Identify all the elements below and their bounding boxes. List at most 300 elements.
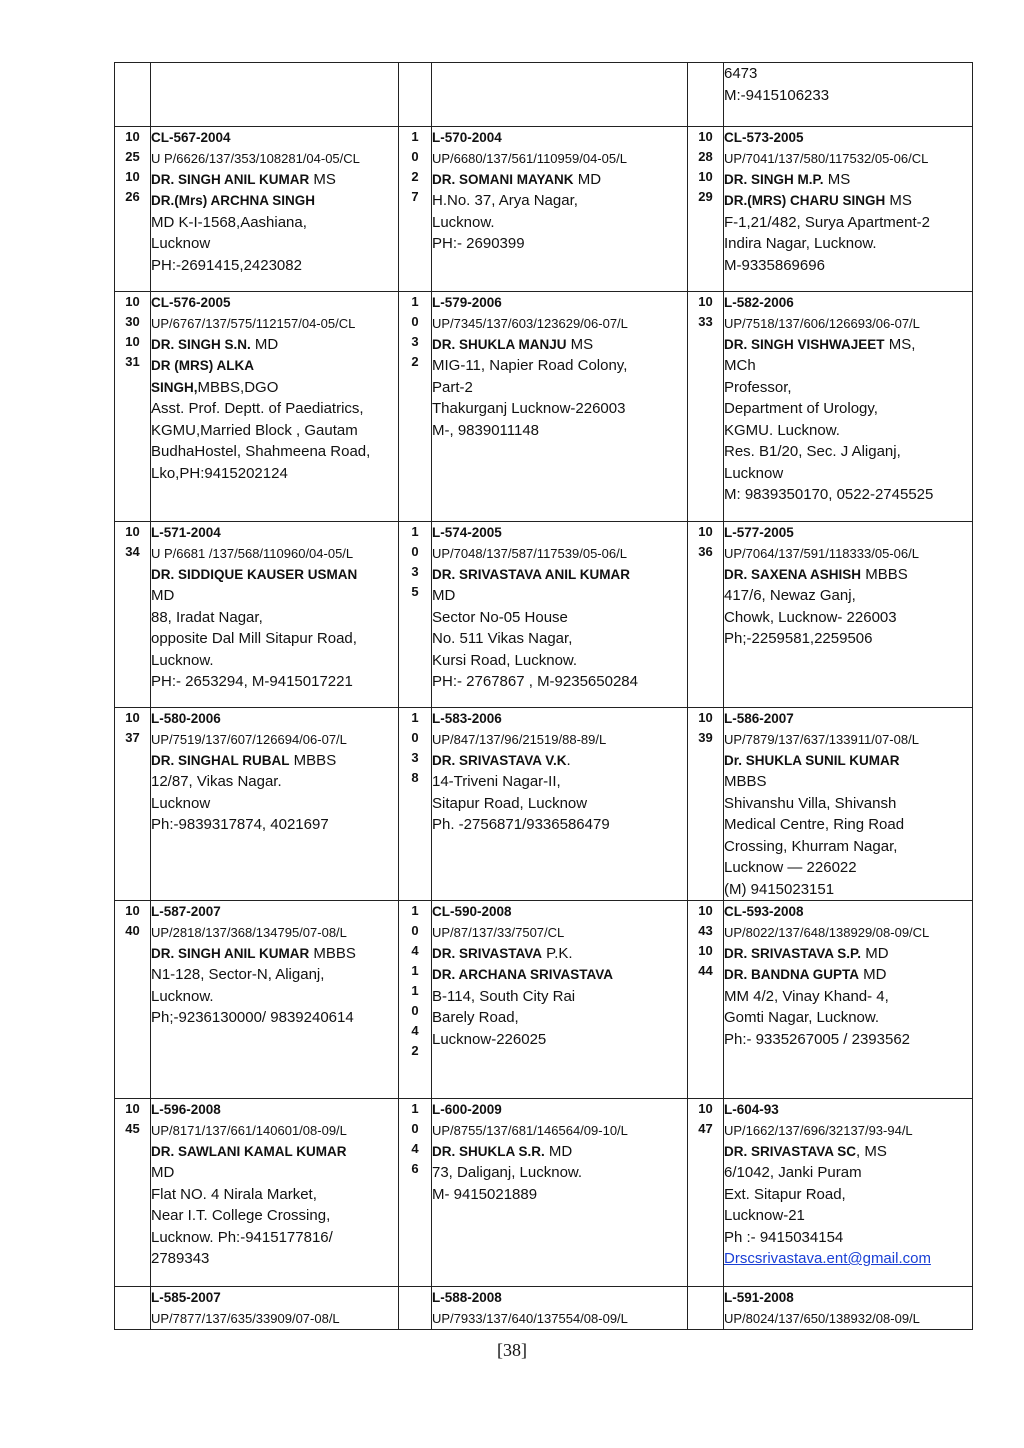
doctor-name-text: Dr. SHUKLA SUNIL KUMAR bbox=[724, 752, 900, 768]
serial-number-cell bbox=[688, 1099, 724, 1287]
registration-code bbox=[151, 149, 398, 169]
registration-number-text: L-571-2004 bbox=[151, 525, 221, 540]
serial-digit: 2 bbox=[411, 354, 419, 369]
serial-number-cell bbox=[399, 1099, 432, 1287]
entry-line bbox=[151, 1248, 398, 1270]
entry-line bbox=[151, 607, 398, 629]
entry-line bbox=[724, 441, 972, 463]
registration-number bbox=[151, 901, 398, 923]
entry-line-text: Near I.T. College Crossing, bbox=[151, 1207, 331, 1224]
entry-line bbox=[724, 771, 972, 793]
serial-digit: 10 bbox=[125, 129, 140, 144]
doctor-entry-cell bbox=[724, 127, 973, 292]
serial-number-cell bbox=[115, 63, 151, 127]
registration-number-text: L-585-2007 bbox=[151, 1290, 221, 1305]
registration-code-text: UP/8171/137/661/140601/08-09/L bbox=[151, 1122, 347, 1138]
serial-digit: 7 bbox=[411, 189, 419, 204]
doctor-entry-cell bbox=[432, 901, 688, 1099]
serial-digit: 26 bbox=[125, 189, 140, 204]
entry-line-text: MD bbox=[151, 587, 175, 604]
registration-number bbox=[432, 292, 687, 314]
registration-code bbox=[151, 923, 398, 943]
registration-code-text: U P/6626/137/353/108281/04-05/CL bbox=[151, 150, 360, 166]
serial-number-cell bbox=[399, 708, 432, 901]
doctor-entry-cell bbox=[432, 522, 688, 708]
serial-digit: 0 bbox=[411, 544, 419, 559]
serial-digit: 1 bbox=[411, 963, 419, 978]
doctor-name-text: DR. SRIVASTAVA SC bbox=[724, 1143, 857, 1159]
entry-line bbox=[724, 463, 972, 485]
doctor-name-text: DR. SINGH VISHWAJEET bbox=[724, 336, 885, 352]
registration-number bbox=[151, 522, 398, 544]
serial-digit: 10 bbox=[698, 903, 713, 918]
qualification-text: MS bbox=[566, 335, 594, 353]
registration-number bbox=[151, 1287, 398, 1309]
registration-number-text: CL-593-2008 bbox=[724, 904, 804, 919]
entry-line-text: Lucknow-21 bbox=[724, 1207, 805, 1224]
entry-line-text: MD bbox=[151, 1164, 175, 1181]
entry-line-text: Lucknow. bbox=[151, 651, 214, 669]
doctor-name bbox=[724, 943, 972, 965]
serial-digit: 5 bbox=[411, 584, 419, 599]
entry-line bbox=[151, 212, 398, 234]
serial-digit: 10 bbox=[698, 1101, 713, 1116]
entry-line-text: PH:- 2653294, M-9415017221 bbox=[151, 673, 353, 690]
entry-line-text: Lucknow-226025 bbox=[432, 1030, 547, 1048]
serial-number-cell bbox=[115, 1099, 151, 1287]
entry-line-text: Gomti Nagar, Lucknow. bbox=[724, 1009, 880, 1026]
qualification-text: MD bbox=[861, 944, 889, 962]
entry-line bbox=[432, 398, 687, 420]
registration-number-text: L-570-2004 bbox=[432, 130, 502, 145]
serial-digit: 10 bbox=[125, 1101, 140, 1116]
page-number: [38] bbox=[497, 1340, 527, 1360]
registration-number bbox=[151, 1099, 398, 1121]
entry-line-text: MM 4/2, Vinay Khand- 4, bbox=[724, 987, 889, 1005]
doctor-name-text: DR.(MRS) CHARU SINGH bbox=[724, 193, 886, 208]
entry-line-text: Res. B1/20, Sec. J Aliganj, bbox=[724, 443, 901, 460]
qualification-text: MS, bbox=[884, 335, 916, 353]
registration-number-text: CL-573-2005 bbox=[724, 130, 804, 145]
entry-line-text: Ph:- 9335267005 / 2393562 bbox=[724, 1030, 910, 1048]
entry-line bbox=[724, 1184, 972, 1206]
entry-line-text: Ph;-2259581,2259506 bbox=[724, 630, 873, 647]
serial-number-cell bbox=[115, 708, 151, 901]
registration-number-text: 6473 bbox=[724, 65, 758, 82]
entry-line-text: M:-9415106233 bbox=[724, 86, 830, 104]
serial-digit: 36 bbox=[698, 544, 713, 559]
entry-line-text: Thakurganj Lucknow-226003 bbox=[432, 400, 626, 417]
serial-digit: 10 bbox=[125, 524, 140, 539]
doctor-entry-cell bbox=[432, 127, 688, 292]
entry-line-text: Sector No-05 House bbox=[432, 608, 568, 626]
serial-digit: 3 bbox=[411, 334, 419, 349]
entry-line-text: Ph;-9236130000/ 9839240614 bbox=[151, 1009, 354, 1026]
serial-number-cell bbox=[688, 292, 724, 522]
entry-line-text: Barely Road, bbox=[432, 1009, 519, 1026]
registration-number-text: L-600-2009 bbox=[432, 1102, 502, 1117]
serial-digit: 30 bbox=[125, 314, 140, 329]
doctor-name-text: DR.(Mrs) ARCHNA SINGH bbox=[151, 193, 315, 208]
serial-number-cell bbox=[688, 708, 724, 901]
entry-line bbox=[724, 85, 972, 107]
registration-code bbox=[432, 923, 687, 943]
serial-digit: 3 bbox=[411, 750, 419, 765]
entry-line bbox=[432, 1029, 687, 1051]
serial-number-cell bbox=[115, 901, 151, 1099]
registration-number bbox=[432, 901, 687, 923]
entry-line bbox=[432, 377, 687, 399]
registration-code bbox=[724, 149, 972, 169]
doctor-entry-cell bbox=[151, 708, 399, 901]
entry-line bbox=[151, 1162, 398, 1184]
serial-digit: 6 bbox=[411, 1161, 419, 1176]
entry-line-text: M- 9415021889 bbox=[432, 1185, 538, 1203]
registration-code bbox=[151, 730, 398, 750]
entry-line-text: MCh bbox=[724, 357, 756, 374]
entry-line bbox=[432, 771, 687, 793]
entry-line bbox=[151, 986, 398, 1008]
doctor-name-text: SINGH, bbox=[151, 379, 198, 395]
serial-digit: 0 bbox=[411, 730, 419, 745]
entry-line bbox=[724, 377, 972, 399]
doctor-name bbox=[151, 377, 398, 399]
entry-line-text: Lucknow bbox=[724, 464, 784, 482]
entry-line bbox=[151, 814, 398, 836]
entry-line bbox=[151, 463, 398, 485]
entry-line-text: Sitapur Road, Lucknow bbox=[432, 794, 588, 812]
serial-digit: 1 bbox=[411, 903, 419, 918]
registration-number-text: CL-590-2008 bbox=[432, 904, 512, 919]
entry-line-text: Lucknow bbox=[151, 794, 211, 812]
serial-digit: 0 bbox=[411, 923, 419, 938]
entry-line bbox=[724, 836, 972, 858]
directory-table bbox=[114, 62, 973, 1330]
entry-line-text: MIG-11, Napier Road Colony, bbox=[432, 357, 628, 374]
registration-number bbox=[724, 63, 972, 85]
serial-digit: 10 bbox=[125, 710, 140, 725]
serial-digit: 10 bbox=[698, 524, 713, 539]
directory-row bbox=[115, 708, 973, 901]
entry-line bbox=[151, 628, 398, 650]
entry-line bbox=[724, 484, 972, 506]
registration-number-text: CL-567-2004 bbox=[151, 130, 231, 145]
serial-number-cell bbox=[688, 1287, 724, 1330]
doctor-name bbox=[724, 190, 972, 212]
entry-line-text: No. 511 Vikas Nagar, bbox=[432, 630, 573, 647]
serial-number-cell bbox=[399, 901, 432, 1099]
entry-line bbox=[724, 1007, 972, 1029]
doctor-entry-cell bbox=[724, 292, 973, 522]
registration-code-text: UP/7064/137/591/118333/05-06/L bbox=[724, 545, 919, 561]
entry-line bbox=[724, 628, 972, 650]
doctor-name-text: DR. SHUKLA MANJU bbox=[432, 336, 567, 352]
doctor-name bbox=[724, 750, 972, 772]
entry-line bbox=[432, 1007, 687, 1029]
entry-line-text: Professor, bbox=[724, 378, 792, 396]
directory-row bbox=[115, 127, 973, 292]
entry-line-text: 6/1042, Janki Puram bbox=[724, 1164, 862, 1181]
entry-line-text: 417/6, Newaz Ganj, bbox=[724, 587, 856, 604]
registration-code bbox=[724, 314, 972, 334]
registration-code bbox=[724, 923, 972, 943]
serial-digit: 0 bbox=[411, 149, 419, 164]
entry-line-text: Ext. Sitapur Road, bbox=[724, 1185, 846, 1203]
entry-line-text: M: 9839350170, 0522-2745525 bbox=[724, 486, 934, 503]
registration-code-text: UP/87/137/33/7507/CL bbox=[432, 924, 565, 940]
registration-number-text: L-587-2007 bbox=[151, 904, 221, 919]
doctor-name bbox=[724, 564, 972, 586]
qualification-text: MS bbox=[823, 170, 851, 188]
directory-row bbox=[115, 63, 973, 127]
serial-digit: 4 bbox=[411, 943, 419, 958]
entry-line bbox=[724, 986, 972, 1008]
registration-code-text: UP/7519/137/607/126694/06-07/L bbox=[151, 731, 347, 747]
registration-number bbox=[724, 522, 972, 544]
entry-line bbox=[151, 441, 398, 463]
entry-line-text: Ph:-9839317874, 4021697 bbox=[151, 816, 329, 833]
doctor-name bbox=[151, 169, 398, 191]
serial-number-cell bbox=[688, 127, 724, 292]
entry-line-text: M-9335869696 bbox=[724, 256, 825, 274]
entry-line bbox=[432, 671, 687, 693]
entry-line-text: Asst. Prof. Deptt. of Paediatrics, bbox=[151, 400, 364, 417]
registration-code-text: U P/6681 /137/568/110960/04-05/L bbox=[151, 545, 354, 561]
serial-digit: 40 bbox=[125, 923, 140, 938]
registration-code bbox=[151, 544, 398, 564]
registration-number bbox=[432, 127, 687, 149]
registration-code bbox=[432, 544, 687, 564]
serial-digit: 4 bbox=[411, 1023, 419, 1038]
entry-line-text: M-, 9839011148 bbox=[432, 421, 540, 439]
entry-line-text: 12/87, Vikas Nagar. bbox=[151, 773, 282, 790]
registration-code-text: UP/847/137/96/21519/88-89/L bbox=[432, 731, 607, 747]
registration-code-text: UP/6680/137/561/110959/04-05/L bbox=[432, 150, 627, 166]
entry-line-text: Lucknow. bbox=[432, 213, 495, 231]
registration-code-text: UP/7933/137/640/137554/08-09/L bbox=[432, 1310, 628, 1326]
serial-number-cell bbox=[399, 127, 432, 292]
entry-line bbox=[432, 650, 687, 672]
serial-digit: 1 bbox=[411, 524, 419, 539]
serial-digit: 10 bbox=[698, 294, 713, 309]
directory-row bbox=[115, 1099, 973, 1287]
serial-digit: 8 bbox=[411, 770, 419, 785]
doctor-name bbox=[432, 564, 687, 586]
entry-line bbox=[432, 814, 687, 836]
qualification-text: MS bbox=[309, 170, 336, 188]
registration-code bbox=[432, 730, 687, 750]
entry-line bbox=[724, 1205, 972, 1227]
doctor-name-text: DR. SINGH ANIL KUMAR bbox=[151, 945, 310, 961]
doctor-name bbox=[151, 190, 398, 212]
entry-line-text: opposite Dal Mill Sitapur Road, bbox=[151, 630, 357, 647]
entry-line-text: Shivanshu Villa, Shivansh bbox=[724, 794, 897, 812]
entry-line bbox=[432, 1162, 687, 1184]
serial-digit: 1 bbox=[411, 1101, 419, 1116]
doctor-name bbox=[151, 943, 398, 965]
entry-line bbox=[151, 398, 398, 420]
entry-line-text: N1-128, Sector-N, Aliganj, bbox=[151, 966, 325, 983]
registration-code-text: UP/1662/137/696/32137/93-94/L bbox=[724, 1122, 913, 1138]
entry-line bbox=[432, 420, 687, 442]
entry-line-text: Department of Urology, bbox=[724, 400, 878, 417]
registration-code-text: UP/7518/137/606/126693/06-07/L bbox=[724, 315, 920, 331]
qualification-text: MBBS bbox=[861, 565, 908, 583]
qualification-text: MBBS bbox=[289, 751, 337, 769]
doctor-name-text: DR. SRIVASTAVA S.P. bbox=[724, 945, 862, 961]
doctor-name bbox=[151, 1141, 398, 1163]
doctor-name bbox=[432, 750, 687, 772]
qualification-text: P.K. bbox=[542, 944, 573, 962]
qualification-text: MD bbox=[859, 966, 887, 983]
entry-line bbox=[432, 607, 687, 629]
entry-line-text: MD K-I-1568,Aashiana, bbox=[151, 213, 307, 231]
entry-line bbox=[724, 1029, 972, 1051]
entry-line bbox=[724, 857, 972, 879]
doctor-name-text: DR. SINGH M.P. bbox=[724, 171, 824, 187]
registration-number-text: L-591-2008 bbox=[724, 1290, 794, 1305]
doctor-name-text: DR. SINGH S.N. bbox=[151, 336, 251, 352]
serial-digit: 10 bbox=[125, 294, 140, 309]
entry-line bbox=[432, 190, 687, 212]
registration-number-text: L-582-2006 bbox=[724, 295, 794, 310]
serial-digit: 0 bbox=[411, 314, 419, 329]
entry-line bbox=[432, 628, 687, 650]
entry-line-text: 14-Triveni Nagar-II, bbox=[432, 773, 561, 790]
registration-number-text: L-580-2006 bbox=[151, 711, 221, 726]
registration-number-text: L-574-2005 bbox=[432, 525, 502, 540]
doctor-name bbox=[432, 334, 687, 356]
registration-number bbox=[151, 708, 398, 730]
serial-digit: 47 bbox=[698, 1121, 713, 1136]
registration-number-text: L-577-2005 bbox=[724, 525, 794, 540]
serial-number-cell bbox=[399, 292, 432, 522]
entry-line-text: Lko,PH:9415202124 bbox=[151, 464, 288, 482]
registration-code-text: UP/7048/137/587/117539/05-06/L bbox=[432, 545, 627, 561]
doctor-name bbox=[151, 564, 398, 586]
doctor-name-text: DR. SHUKLA S.R. bbox=[432, 1143, 545, 1159]
entry-line bbox=[432, 793, 687, 815]
entry-line bbox=[724, 233, 972, 255]
doctor-entry-cell bbox=[432, 708, 688, 901]
registration-number bbox=[432, 1099, 687, 1121]
entry-line-text: Part-2 bbox=[432, 378, 473, 396]
serial-digit: 10 bbox=[698, 129, 713, 144]
entry-line-text: Kursi Road, Lucknow. bbox=[432, 651, 578, 669]
registration-code-text: UP/7345/137/603/123629/06-07/L bbox=[432, 315, 628, 331]
entry-line-text: H.No. 37, Arya Nagar, bbox=[432, 192, 578, 209]
doctor-name bbox=[724, 964, 972, 986]
doctor-name-text: DR. SAWLANI KAMAL KUMAR bbox=[151, 1143, 347, 1159]
doctor-name-text: DR. BANDNA GUPTA bbox=[724, 967, 859, 982]
qualification-text: MD bbox=[573, 170, 602, 188]
doctor-entry-cell bbox=[724, 522, 973, 708]
doctor-name-text: DR. SOMANI MAYANK bbox=[432, 171, 574, 187]
qualification-text: MBBS bbox=[309, 944, 356, 962]
doctor-entry-cell bbox=[151, 522, 399, 708]
registration-code bbox=[432, 1121, 687, 1141]
email-link-text[interactable]: Drscsrivastava.ent@gmail.com bbox=[724, 1250, 931, 1267]
serial-number-cell bbox=[688, 63, 724, 127]
serial-digit: 4 bbox=[411, 1141, 419, 1156]
serial-digit: 10 bbox=[125, 169, 140, 184]
directory-row bbox=[115, 901, 973, 1099]
doctor-name-text: DR. SIDDIQUE KAUSER USMAN bbox=[151, 566, 358, 582]
serial-digit: 44 bbox=[698, 963, 713, 978]
entry-line bbox=[151, 1227, 398, 1249]
doctor-name-text: DR. SINGH ANIL KUMAR bbox=[151, 171, 310, 187]
serial-number-cell bbox=[399, 522, 432, 708]
registration-code-text: UP/7877/137/635/33909/07-08/L bbox=[151, 1310, 340, 1326]
registration-code bbox=[151, 1121, 398, 1141]
entry-line-text: PH:- 2690399 bbox=[432, 235, 525, 252]
registration-code-text: UP/8024/137/650/138932/08-09/L bbox=[724, 1310, 920, 1326]
doctor-name-text: DR. SRIVASTAVA ANIL KUMAR bbox=[432, 566, 630, 582]
entry-line bbox=[151, 964, 398, 986]
entry-line bbox=[432, 233, 687, 255]
doctor-entry-cell bbox=[432, 63, 688, 127]
registration-number-text: L-583-2006 bbox=[432, 711, 502, 726]
serial-digit: 29 bbox=[698, 189, 713, 204]
registration-number bbox=[432, 522, 687, 544]
registration-number bbox=[432, 708, 687, 730]
serial-number-cell bbox=[115, 292, 151, 522]
serial-digit: 1 bbox=[411, 294, 419, 309]
doctor-entry-cell bbox=[724, 63, 973, 127]
doctor-name-text: DR. SAXENA ASHISH bbox=[724, 566, 862, 582]
registration-number bbox=[724, 1287, 972, 1309]
entry-line bbox=[724, 585, 972, 607]
doctor-name bbox=[432, 943, 687, 965]
qualification-text: , MS bbox=[856, 1142, 887, 1160]
registration-code-text: UP/2818/137/368/134795/07-08/L bbox=[151, 924, 347, 940]
email-link[interactable] bbox=[724, 1248, 972, 1270]
registration-code-text: UP/7041/137/580/117532/05-06/CL bbox=[724, 150, 929, 166]
serial-digit: 43 bbox=[698, 923, 713, 938]
entry-line-text: Chowk, Lucknow- 226003 bbox=[724, 608, 897, 626]
doctor-entry-cell bbox=[432, 1287, 688, 1330]
serial-digit: 1 bbox=[411, 710, 419, 725]
entry-line bbox=[724, 793, 972, 815]
entry-line-text: MD bbox=[432, 587, 456, 604]
doctor-name-text: DR (MRS) ALKA bbox=[151, 358, 254, 373]
registration-code bbox=[432, 314, 687, 334]
serial-number-cell bbox=[115, 127, 151, 292]
doctor-name bbox=[432, 964, 687, 986]
registration-code-text: UP/8755/137/681/146564/09-10/L bbox=[432, 1122, 628, 1138]
entry-line-text: 88, Iradat Nagar, bbox=[151, 608, 263, 626]
qualification-text: MD bbox=[544, 1142, 573, 1160]
entry-line bbox=[724, 398, 972, 420]
entry-line-text: Lucknow. bbox=[151, 987, 214, 1005]
registration-code bbox=[432, 149, 687, 169]
doctor-name-text: DR. ARCHANA SRIVASTAVA bbox=[432, 967, 613, 982]
entry-line-text: KGMU,Married Block , Gautam bbox=[151, 421, 358, 439]
doctor-entry-cell bbox=[432, 292, 688, 522]
registration-code bbox=[724, 730, 972, 750]
serial-number-cell bbox=[399, 1287, 432, 1330]
entry-line bbox=[151, 771, 398, 793]
entry-line-text: Flat NO. 4 Nirala Market, bbox=[151, 1185, 317, 1203]
serial-digit: 10 bbox=[698, 169, 713, 184]
serial-digit: 1 bbox=[411, 129, 419, 144]
doctor-entry-cell bbox=[724, 708, 973, 901]
registration-number bbox=[151, 292, 398, 314]
qualification-text: MBBS,DGO bbox=[197, 378, 279, 396]
doctor-entry-cell bbox=[151, 63, 399, 127]
registration-number bbox=[724, 292, 972, 314]
entry-line bbox=[151, 1184, 398, 1206]
